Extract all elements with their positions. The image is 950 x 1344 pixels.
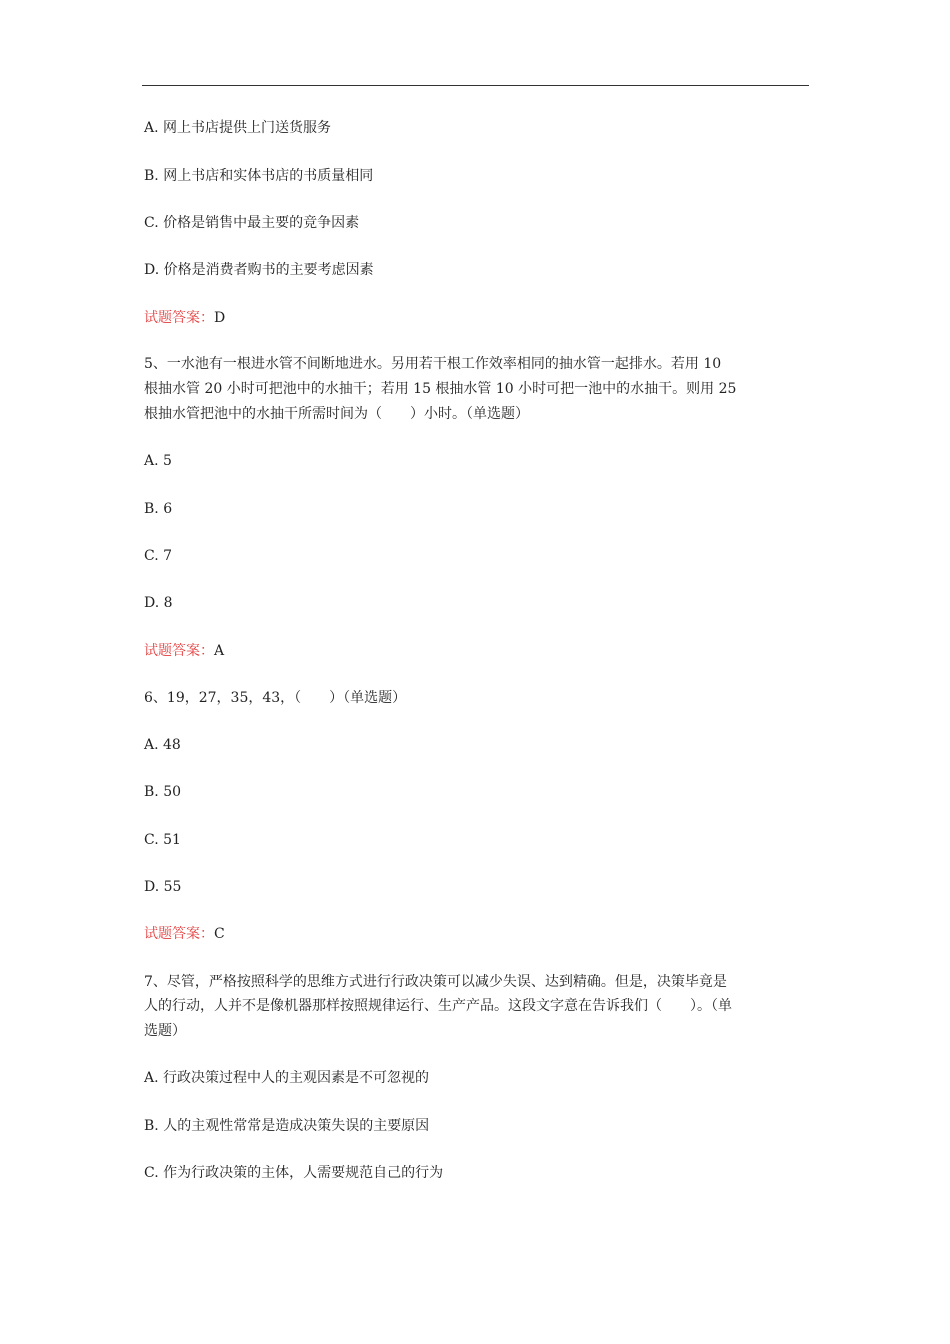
- q6-option-c: C. 51: [144, 832, 181, 848]
- answer-value: C: [214, 926, 225, 942]
- q5-stem-line-1: 5、一水池有一根进水管不间断地进水。另用若干根工作效率相同的抽水管一起排水。若用 10: [144, 356, 722, 372]
- q4-option-b: B. 网上书店和实体书店的书质量相同: [144, 168, 374, 184]
- q4-option-c: C. 价格是销售中最主要的竞争因素: [144, 215, 360, 231]
- q5-stem-line-2: 根抽水管 20 小时可把池中的水抽干；若用 15 根抽水管 10 小时可把一池中的水抽干。则用 25: [144, 381, 737, 397]
- q6-option-d: D. 55: [144, 879, 182, 895]
- answer-value: A: [214, 643, 225, 659]
- q5-stem-line-3: 根抽水管把池中的水抽干所需时间为（ ）小时。（单选题）: [144, 406, 529, 422]
- q4-option-d: D. 价格是消费者购书的主要考虑因素: [144, 262, 374, 278]
- q6-option-a: A. 48: [144, 737, 181, 753]
- q7-stem-line-2: 人的行动，人并不是像机器那样按照规律运行、生产产品。这段文字意在告诉我们（ ）。（单: [144, 998, 732, 1014]
- q4-option-a: A. 网上书店提供上门送货服务: [144, 120, 332, 136]
- q5-answer: [144, 639, 809, 663]
- q5-option-b: B. 6: [144, 501, 173, 517]
- q6-option-b: B. 50: [144, 784, 182, 800]
- answer-label: 试题答案：: [144, 643, 214, 659]
- answer-value: D: [214, 310, 226, 326]
- q7-option-c: C. 作为行政决策的主体，人需要规范自己的行为: [144, 1165, 444, 1181]
- q5-option-c: C. 7: [144, 548, 173, 564]
- q7-stem-line-3: 选题）: [144, 1023, 186, 1039]
- q7-stem-line-1: 7、尽管，严格按照科学的思维方式进行行政决策可以减少失误、达到精确。但是，决策毕竟是: [144, 974, 727, 990]
- answer-label: 试题答案：: [144, 926, 214, 942]
- q4-answer: [144, 306, 809, 330]
- header-rule: [142, 85, 809, 86]
- q5-option-d: D. 8: [144, 595, 173, 611]
- q6-answer: [144, 922, 809, 946]
- q7-option-b: B. 人的主观性常常是造成决策失误的主要原因: [144, 1118, 430, 1134]
- q6-stem: 6、19，27，35，43，（ ）（单选题）: [144, 690, 407, 706]
- answer-label: 试题答案：: [144, 310, 214, 326]
- q7-option-a: A. 行政决策过程中人的主观因素是不可忽视的: [144, 1070, 430, 1086]
- q5-option-a: A. 5: [144, 453, 172, 469]
